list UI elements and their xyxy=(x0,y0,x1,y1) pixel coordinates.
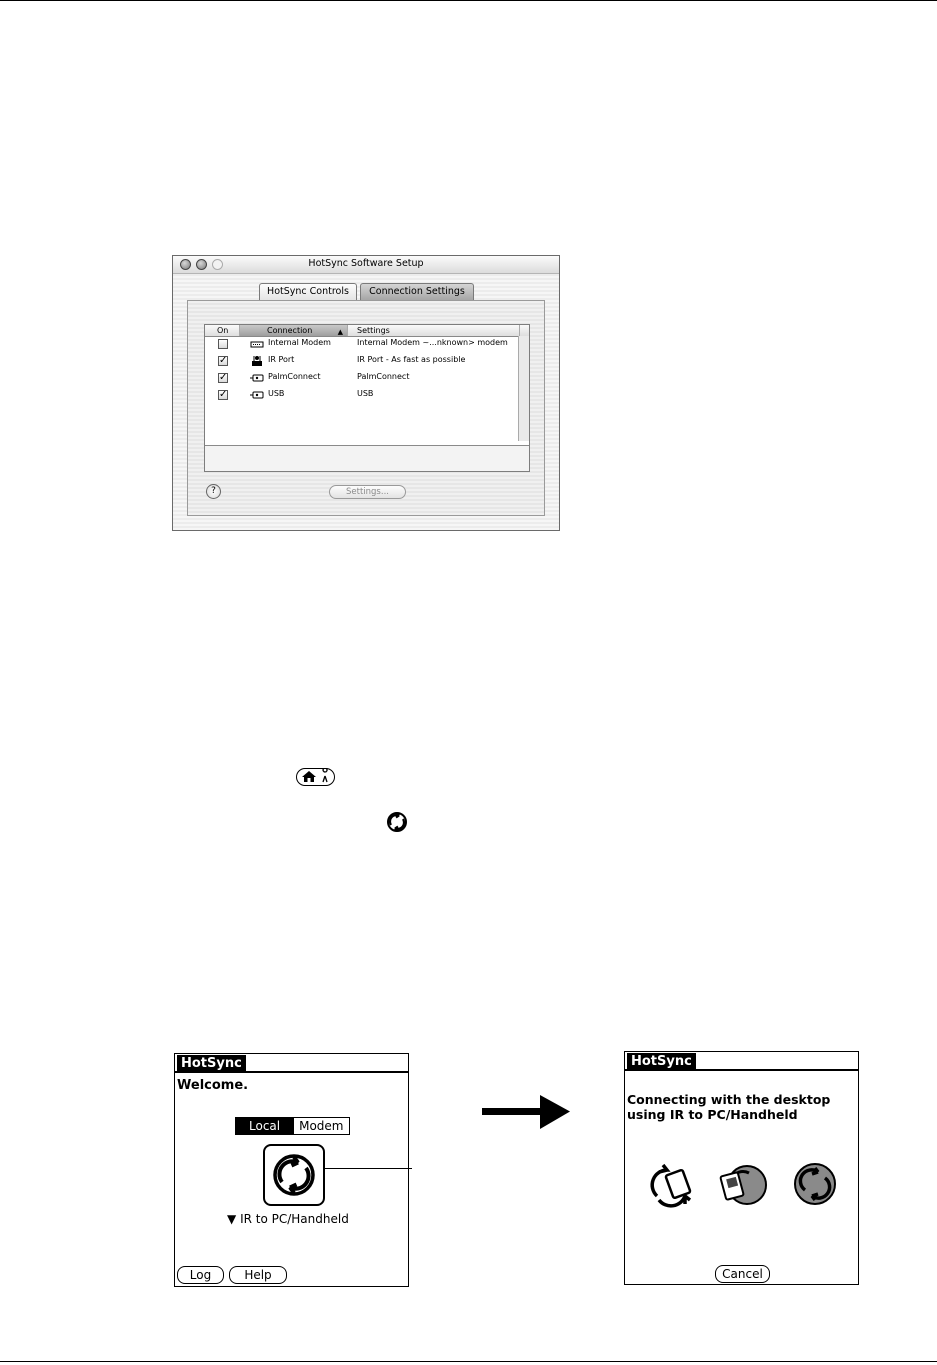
connection-list[interactable] xyxy=(204,324,530,472)
title-bar[interactable] xyxy=(173,256,559,274)
welcome-heading: Welcome. xyxy=(177,1078,249,1093)
list-item[interactable] xyxy=(205,354,529,371)
palm-title-bar xyxy=(625,1052,858,1071)
help-button[interactable]: ? xyxy=(206,484,221,499)
palm-hotsync-connecting-screen xyxy=(624,1051,859,1285)
palmconnect-icon xyxy=(250,372,264,384)
connection-settings: PalmConnect xyxy=(357,372,410,381)
enable-checkbox[interactable] xyxy=(218,339,228,349)
modem-option[interactable]: Modem xyxy=(293,1118,348,1134)
home-button-icon xyxy=(296,768,336,786)
enable-checkbox[interactable]: ✓ xyxy=(219,389,228,400)
palm-title: HotSync xyxy=(627,1053,696,1070)
column-header-connection[interactable] xyxy=(240,325,348,336)
callout-line xyxy=(324,1168,412,1169)
column-header-connection-label: Connection xyxy=(267,326,313,335)
dropdown-arrow-icon: ▼ xyxy=(227,1212,237,1226)
list-item[interactable] xyxy=(205,337,529,354)
hotsync-icon xyxy=(265,1146,323,1204)
sort-ascending-icon: ▲ xyxy=(337,328,343,336)
local-modem-selector xyxy=(235,1117,350,1135)
hotsync-button[interactable] xyxy=(263,1144,325,1206)
handheld-sync-icon xyxy=(645,1162,697,1210)
local-option[interactable]: Local xyxy=(236,1118,293,1134)
bottom-rule xyxy=(0,1361,937,1362)
palm-title: HotSync xyxy=(177,1055,246,1072)
connection-picker[interactable] xyxy=(227,1212,349,1226)
enable-checkbox[interactable]: ✓ xyxy=(219,355,228,366)
connection-name: USB xyxy=(268,389,285,398)
vertical-scrollbar[interactable] xyxy=(518,336,529,441)
hotsync-software-setup-window xyxy=(172,255,560,531)
log-button[interactable]: Log xyxy=(177,1266,224,1284)
usb-icon xyxy=(250,389,264,401)
palm-hotsync-welcome-screen xyxy=(174,1053,409,1287)
connecting-message-line2: using IR to PC/Handheld xyxy=(627,1107,798,1122)
tab-connection-settings[interactable]: Connection Settings xyxy=(360,283,474,300)
connection-settings: USB xyxy=(357,389,374,398)
palm-title-bar xyxy=(175,1054,408,1073)
connection-name: Internal Modem xyxy=(268,338,331,347)
connection-settings-panel xyxy=(187,300,545,516)
connection-name: PalmConnect xyxy=(268,372,321,381)
help-button[interactable]: Help xyxy=(229,1266,287,1284)
tab-hotsync-controls[interactable]: HotSync Controls xyxy=(259,283,357,300)
horizontal-scroll-area[interactable] xyxy=(205,445,529,471)
column-header-settings[interactable]: Settings xyxy=(348,325,520,336)
hotsync-icon xyxy=(385,810,409,834)
connection-name: IR Port xyxy=(268,355,295,364)
connection-settings: Internal Modem ~...nknown> modem xyxy=(357,338,508,347)
column-header-on[interactable]: On xyxy=(205,325,240,336)
connecting-message xyxy=(627,1092,830,1122)
list-item[interactable] xyxy=(205,388,529,405)
hotsync-complete-icon xyxy=(791,1160,839,1208)
list-header xyxy=(205,325,529,337)
connection-picker-label: IR to PC/Handheld xyxy=(240,1212,349,1226)
arrow-right-icon xyxy=(482,1095,570,1131)
modem-icon xyxy=(250,338,264,350)
window-title: HotSync Software Setup xyxy=(308,258,424,269)
top-rule xyxy=(0,0,937,1)
ir-port-icon xyxy=(250,355,264,367)
settings-button[interactable]: Settings... xyxy=(329,485,406,499)
list-item[interactable] xyxy=(205,371,529,388)
connecting-message-line1: Connecting with the desktop xyxy=(627,1092,831,1107)
connection-settings: IR Port - As fast as possible xyxy=(357,355,466,364)
enable-checkbox[interactable]: ✓ xyxy=(219,372,228,383)
sync-progress-icon xyxy=(717,1160,769,1210)
cancel-button[interactable]: Cancel xyxy=(715,1265,770,1283)
